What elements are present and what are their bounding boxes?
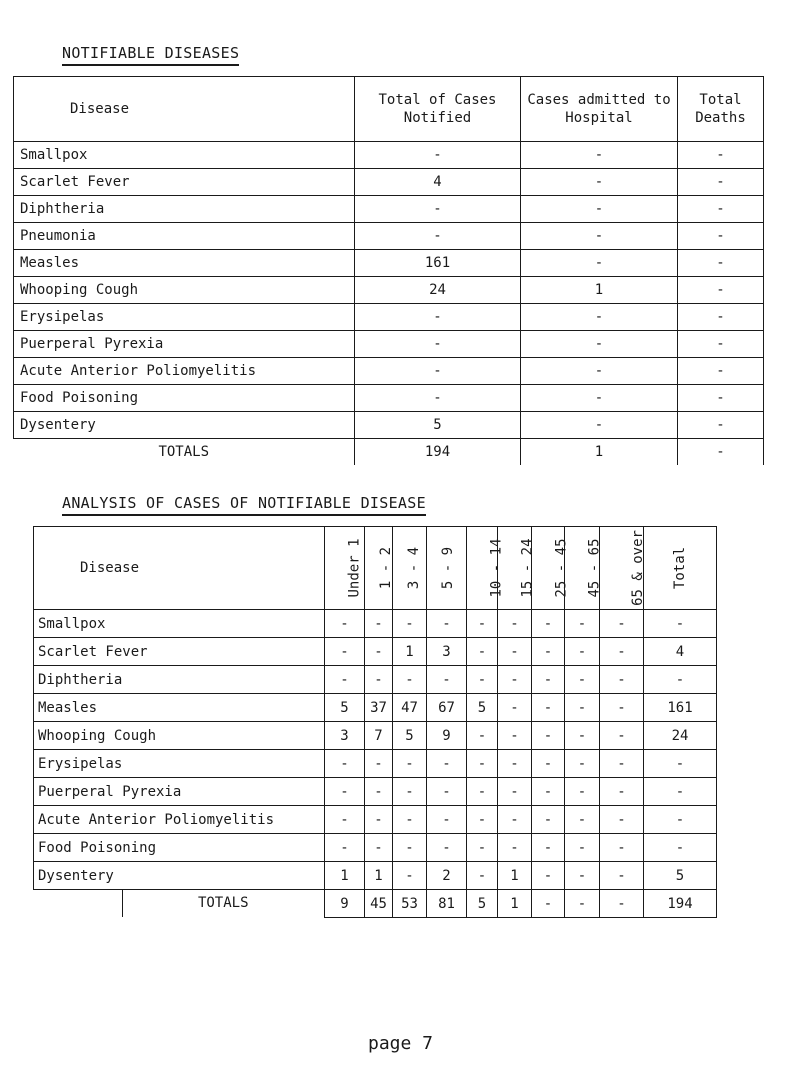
table-cell: - xyxy=(521,304,678,331)
table-row xyxy=(14,331,764,358)
header-age-group xyxy=(600,527,644,610)
disease-name: Puerperal Pyrexia xyxy=(14,331,355,358)
title-text: ANALYSIS OF CASES OF NOTIFIABLE DISEASE xyxy=(62,494,426,512)
header-label: 5 - 9 xyxy=(440,546,457,590)
table-cell: 24 xyxy=(644,722,717,750)
table-cell: 5 xyxy=(325,694,365,722)
table-cell: - xyxy=(365,610,393,638)
totals-cell: 53 xyxy=(393,890,427,918)
table-cell: - xyxy=(467,638,498,666)
table-cell: - xyxy=(325,666,365,694)
disease-name: Scarlet Fever xyxy=(14,169,355,196)
table-cell: - xyxy=(678,331,764,358)
table-cell: - xyxy=(498,722,532,750)
table-cell: - xyxy=(565,834,600,862)
disease-name: Smallpox xyxy=(14,142,355,169)
table-row xyxy=(14,304,764,331)
table-cell: - xyxy=(678,304,764,331)
table-cell: 3 xyxy=(427,638,467,666)
table-cell: 67 xyxy=(427,694,467,722)
header-age-group xyxy=(532,527,570,610)
disease-name: Acute Anterior Poliomyelitis xyxy=(34,806,325,834)
table-cell: 5 xyxy=(393,722,427,750)
table-cell: - xyxy=(467,610,498,638)
disease-name: Whooping Cough xyxy=(14,277,355,304)
table-cell: - xyxy=(355,358,521,385)
table-cell: - xyxy=(427,778,467,806)
disease-name: Dysentery xyxy=(34,862,325,890)
table-cell: - xyxy=(325,778,365,806)
table-cell: - xyxy=(565,638,600,666)
header-label: 25 - 45 xyxy=(553,538,570,598)
header-deaths: Total Deaths xyxy=(678,77,764,142)
header-disease: Disease xyxy=(14,77,355,142)
disease-name: Whooping Cough xyxy=(34,722,325,750)
table-cell: - xyxy=(355,331,521,358)
notifiable-diseases-title xyxy=(62,44,239,62)
table-cell: 37 xyxy=(365,694,393,722)
table-cell: - xyxy=(325,750,365,778)
table-row xyxy=(34,806,717,834)
table-cell: - xyxy=(678,169,764,196)
totals-cell: 1 xyxy=(498,890,532,918)
table-cell: - xyxy=(521,358,678,385)
table-cell: - xyxy=(678,223,764,250)
table-cell: 47 xyxy=(393,694,427,722)
table-row xyxy=(14,223,764,250)
table-cell: - xyxy=(532,666,565,694)
table-cell: - xyxy=(532,722,565,750)
table-cell: - xyxy=(325,806,365,834)
table-row xyxy=(34,862,717,890)
table-cell: - xyxy=(427,806,467,834)
table-cell: - xyxy=(532,694,565,722)
header-label: 10 - 14 xyxy=(488,538,505,598)
disease-name: Pneumonia xyxy=(14,223,355,250)
table-cell: - xyxy=(600,806,644,834)
table-cell: - xyxy=(467,806,498,834)
table-cell: - xyxy=(565,862,600,890)
disease-name: Erysipelas xyxy=(34,750,325,778)
table-cell: - xyxy=(521,412,678,439)
table-cell: - xyxy=(521,385,678,412)
table-cell: 161 xyxy=(644,694,717,722)
table-cell: - xyxy=(678,412,764,439)
totals-cell: - xyxy=(565,890,600,918)
analysis-table xyxy=(33,526,717,918)
table-cell: - xyxy=(498,834,532,862)
totals-cell: 194 xyxy=(355,439,521,466)
table-cell: - xyxy=(521,196,678,223)
table-cell: - xyxy=(565,806,600,834)
table-cell: - xyxy=(427,666,467,694)
disease-name: Measles xyxy=(34,694,325,722)
table-row xyxy=(34,722,717,750)
table-cell: - xyxy=(498,750,532,778)
disease-name: Acute Anterior Poliomyelitis xyxy=(14,358,355,385)
disease-name: Smallpox xyxy=(34,610,325,638)
table-cell: - xyxy=(365,778,393,806)
table-cell: - xyxy=(644,666,717,694)
table-cell: - xyxy=(678,142,764,169)
table-cell: - xyxy=(644,610,717,638)
table-cell: - xyxy=(498,694,532,722)
header-total-cases: Total of Cases Notified xyxy=(355,77,521,142)
table-cell: - xyxy=(565,610,600,638)
table-cell: - xyxy=(325,834,365,862)
disease-name: Erysipelas xyxy=(14,304,355,331)
table-cell: - xyxy=(467,778,498,806)
table-cell: 5 xyxy=(644,862,717,890)
table-cell: - xyxy=(365,666,393,694)
table-cell: 5 xyxy=(355,412,521,439)
totals-cell: 1 xyxy=(521,439,678,466)
table-cell: 5 xyxy=(467,694,498,722)
disease-name: Diphtheria xyxy=(14,196,355,223)
table-cell: 7 xyxy=(365,722,393,750)
table-row xyxy=(34,610,717,638)
table-cell: - xyxy=(467,862,498,890)
totals-cell: 5 xyxy=(467,890,498,918)
table1-header-row xyxy=(14,77,764,142)
table-cell: - xyxy=(532,638,565,666)
table-cell: - xyxy=(498,806,532,834)
table-cell: - xyxy=(393,806,427,834)
table-cell: - xyxy=(365,834,393,862)
table-cell: - xyxy=(521,142,678,169)
disease-name: Food Poisoning xyxy=(14,385,355,412)
disease-name: Dysentery xyxy=(14,412,355,439)
header-label: 65 & over xyxy=(629,530,646,606)
header-age-group xyxy=(393,527,427,610)
table-cell: - xyxy=(565,722,600,750)
header-age-group xyxy=(565,527,603,610)
table-cell: 4 xyxy=(644,638,717,666)
table-cell: - xyxy=(521,223,678,250)
header-age-group xyxy=(644,527,717,610)
table-cell: - xyxy=(498,638,532,666)
table-cell: - xyxy=(521,169,678,196)
table-cell: 2 xyxy=(427,862,467,890)
table-cell: 1 xyxy=(365,862,393,890)
table-cell: - xyxy=(600,694,644,722)
table-cell: - xyxy=(532,610,565,638)
disease-name: Measles xyxy=(14,250,355,277)
table-cell: - xyxy=(600,666,644,694)
table-cell: - xyxy=(600,610,644,638)
header-label: Under 1 xyxy=(346,538,363,598)
header-age-group xyxy=(325,527,365,610)
table-row xyxy=(14,385,764,412)
table-cell: - xyxy=(498,610,532,638)
table-row xyxy=(14,250,764,277)
notifiable-diseases-table xyxy=(13,76,764,465)
table-cell: - xyxy=(467,722,498,750)
table-cell: - xyxy=(498,778,532,806)
table-cell: - xyxy=(393,610,427,638)
table-cell: - xyxy=(521,331,678,358)
table-cell: - xyxy=(644,750,717,778)
table-cell: - xyxy=(600,778,644,806)
title-text: NOTIFIABLE DISEASES xyxy=(62,44,240,62)
table-cell: - xyxy=(325,638,365,666)
table-row xyxy=(34,750,717,778)
table1-body xyxy=(14,142,764,466)
table-cell: - xyxy=(467,834,498,862)
totals-cell: 194 xyxy=(644,890,717,918)
table-cell: 161 xyxy=(355,250,521,277)
table-cell: - xyxy=(644,778,717,806)
table-cell: 4 xyxy=(355,169,521,196)
table-cell: - xyxy=(565,778,600,806)
table-cell: - xyxy=(467,666,498,694)
table-cell: - xyxy=(365,638,393,666)
totals-row xyxy=(34,890,717,918)
table2-body xyxy=(34,610,717,918)
table-cell: 1 xyxy=(325,862,365,890)
table-cell: - xyxy=(644,806,717,834)
header-hospital: Cases admitted to Hospital xyxy=(521,77,678,142)
header-disease: Disease xyxy=(34,527,325,610)
header-age-group xyxy=(365,527,393,610)
table-cell: 3 xyxy=(325,722,365,750)
table-cell: - xyxy=(521,250,678,277)
totals-cell: 45 xyxy=(365,890,393,918)
title-underline xyxy=(62,64,239,66)
table-cell: - xyxy=(355,142,521,169)
table-cell: - xyxy=(427,834,467,862)
analysis-title xyxy=(62,494,426,512)
table-cell: - xyxy=(393,666,427,694)
header-label: 1 - 2 xyxy=(378,546,395,590)
table-cell: 1 xyxy=(498,862,532,890)
table-cell: - xyxy=(532,834,565,862)
header-label: 15 - 24 xyxy=(519,538,536,598)
table-cell: - xyxy=(325,610,365,638)
header-label: 45 - 65 xyxy=(586,538,603,598)
table-cell: - xyxy=(467,750,498,778)
table-row xyxy=(14,412,764,439)
table-cell: - xyxy=(600,722,644,750)
table-cell: - xyxy=(678,277,764,304)
disease-name: Scarlet Fever xyxy=(34,638,325,666)
table-cell: 1 xyxy=(521,277,678,304)
table-row xyxy=(14,196,764,223)
table-cell: - xyxy=(365,806,393,834)
table-cell: - xyxy=(532,862,565,890)
totals-spacer xyxy=(34,890,325,918)
totals-cell: - xyxy=(532,890,565,918)
totals-cell: - xyxy=(600,890,644,918)
table-cell: 9 xyxy=(427,722,467,750)
table-cell: - xyxy=(565,666,600,694)
table-cell: - xyxy=(355,385,521,412)
totals-cell: 81 xyxy=(427,890,467,918)
table-cell: - xyxy=(532,750,565,778)
totals-label: TOTALS xyxy=(122,890,325,917)
table-cell: - xyxy=(532,806,565,834)
table-cell: - xyxy=(355,304,521,331)
table-row xyxy=(14,142,764,169)
totals-cell: - xyxy=(678,439,764,466)
table-row xyxy=(14,277,764,304)
table-cell: - xyxy=(532,778,565,806)
header-label: Total xyxy=(672,546,688,590)
title-underline xyxy=(62,514,426,516)
totals-label: TOTALS xyxy=(14,439,355,466)
disease-name: Puerperal Pyrexia xyxy=(34,778,325,806)
table-cell: - xyxy=(498,666,532,694)
header-age-group xyxy=(467,527,505,610)
table-row xyxy=(34,778,717,806)
totals-row xyxy=(14,439,764,466)
table-cell: - xyxy=(355,196,521,223)
table-cell: - xyxy=(678,358,764,385)
table-cell: - xyxy=(393,778,427,806)
totals-cell: 9 xyxy=(325,890,365,918)
table-cell: - xyxy=(355,223,521,250)
table-cell: - xyxy=(565,694,600,722)
table-row xyxy=(34,834,717,862)
table-cell: - xyxy=(678,385,764,412)
table-cell: - xyxy=(427,750,467,778)
table-cell: 1 xyxy=(393,638,427,666)
table-cell: - xyxy=(644,834,717,862)
table-row xyxy=(34,666,717,694)
header-age-group xyxy=(427,527,467,610)
table-row xyxy=(14,169,764,196)
table-row xyxy=(34,694,717,722)
table-cell: - xyxy=(565,750,600,778)
table-cell: - xyxy=(678,250,764,277)
table2-header-row xyxy=(34,527,717,610)
table-cell: - xyxy=(600,750,644,778)
table-cell: - xyxy=(393,750,427,778)
disease-name: Diphtheria xyxy=(34,666,325,694)
table-cell: - xyxy=(365,750,393,778)
table-row xyxy=(14,358,764,385)
table-cell: - xyxy=(393,834,427,862)
table-cell: - xyxy=(600,638,644,666)
header-label: 3 - 4 xyxy=(406,546,423,590)
table-cell: 24 xyxy=(355,277,521,304)
disease-name: Food Poisoning xyxy=(34,834,325,862)
page-number: page 7 xyxy=(367,1033,434,1054)
table-cell: - xyxy=(427,610,467,638)
table-cell: - xyxy=(600,862,644,890)
table-cell: - xyxy=(393,862,427,890)
table-row xyxy=(34,638,717,666)
table-cell: - xyxy=(600,834,644,862)
table-cell: - xyxy=(678,196,764,223)
